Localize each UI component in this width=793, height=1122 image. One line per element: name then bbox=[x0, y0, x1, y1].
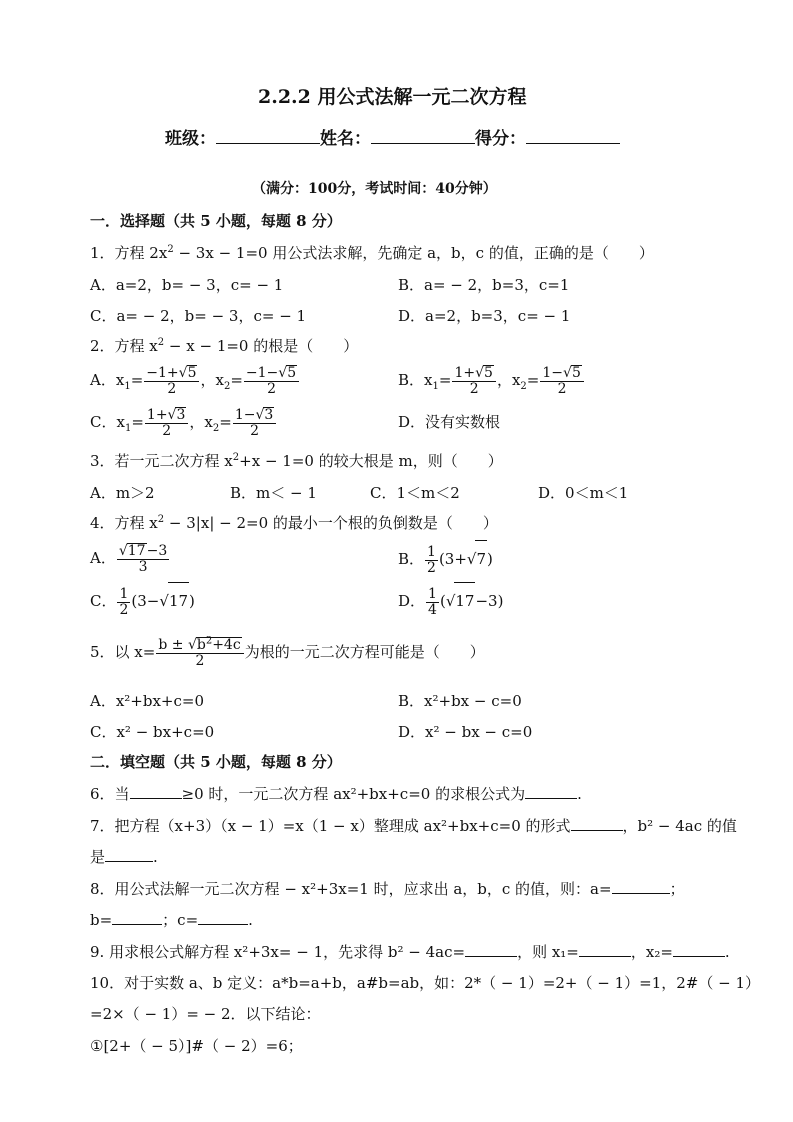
student-info bbox=[165, 130, 620, 148]
q3-option-b[interactable]: B．m＜ − 1 bbox=[230, 484, 317, 502]
question-7-cont: 是 . bbox=[90, 848, 158, 866]
section-heading-choice: 一．选择题（共 5 小题，每题 8 分） bbox=[90, 212, 342, 230]
q5-option-a[interactable]: A．x²+bx+c=0 bbox=[90, 692, 205, 710]
fraction: $\frac{1+√3}{2}$ bbox=[145, 407, 188, 439]
question-10-line2: =2×（ − 1）= − 2．以下结论： bbox=[90, 1005, 321, 1023]
answer-blank[interactable] bbox=[571, 830, 623, 831]
question-6: 6．当 ≥0 时，一元二次方程 ax²+bx+c=0 的求根公式为 . bbox=[90, 785, 582, 803]
q5-option-b[interactable]: B．x²+bx − c=0 bbox=[398, 692, 522, 710]
question-1: 1．方程 $2x^2 - 3x - 1=0$ 用公式法求解，先确定 a，b，c 的值，正确的是（ ） bbox=[90, 244, 654, 262]
class-label: 班级： bbox=[165, 129, 216, 149]
question-9: 9. 用求根公式解方程 x²+3x= − 1，先求得 b² − 4ac= ，则 x₁= ，x₂= . bbox=[90, 943, 730, 961]
fraction: $\frac{1+√5}{2}$ bbox=[452, 365, 495, 397]
q1-option-a[interactable]: A．a=2，b= − 3，c= − 1 bbox=[90, 276, 284, 294]
fraction: $\frac{1}{4}$ bbox=[428, 585, 437, 618]
q2-option-b[interactable]: B．$x_1=$ $\frac{1+√5}{2}$ ，$x_2=$ $\frac{1-√5}{2}$ bbox=[398, 362, 585, 398]
answer-blank[interactable] bbox=[112, 924, 162, 925]
answer-blank[interactable] bbox=[525, 798, 577, 799]
answer-blank[interactable] bbox=[105, 861, 153, 862]
q1-option-d[interactable]: D．a=2，b=3，c= − 1 bbox=[398, 307, 571, 325]
q1-option-b[interactable]: B．a= − 2，b=3，c=1 bbox=[398, 276, 570, 294]
fraction: $\frac{1}{2}$ bbox=[119, 585, 129, 618]
fraction: $\frac{1-√5}{2}$ bbox=[540, 365, 583, 397]
q2-option-d[interactable]: D．没有实数根 bbox=[398, 413, 501, 431]
fraction: $\frac{1-√3}{2}$ bbox=[233, 407, 276, 439]
q4-option-a[interactable]: A． $\frac{√17-3}{3}$ bbox=[90, 543, 168, 575]
question-8-cont: b= ；c= . bbox=[90, 911, 253, 929]
question-5: 5．以 x= $\frac{b \pm √b^2+4c}{2}$ 为根的一元二次方程可能是（ ） bbox=[90, 635, 485, 669]
answer-blank[interactable] bbox=[130, 798, 182, 799]
answer-blank[interactable] bbox=[465, 956, 517, 957]
exam-meta: （满分：100分，考试时间：40分钟） bbox=[252, 181, 497, 197]
name-label: 姓名： bbox=[320, 129, 371, 149]
q3-option-c[interactable]: C．1＜m＜2 bbox=[370, 484, 460, 502]
score-field[interactable] bbox=[526, 143, 620, 144]
q5-option-c[interactable]: C．x² − bx+c=0 bbox=[90, 723, 215, 741]
answer-blank[interactable] bbox=[579, 956, 631, 957]
answer-blank[interactable] bbox=[198, 924, 248, 925]
q1-option-c[interactable]: C．a= − 2，b= − 3，c= − 1 bbox=[90, 307, 307, 325]
question-2: 2．方程 $x^2 - x - 1=0$ 的根是（ ） bbox=[90, 337, 359, 355]
fraction: $\frac{√17-3}{3}$ bbox=[118, 543, 168, 575]
q4-option-c[interactable]: C． $\frac{1}{2}$ (3−√17) bbox=[90, 582, 195, 619]
name-field[interactable] bbox=[371, 143, 475, 144]
answer-blank[interactable] bbox=[612, 893, 670, 894]
q4-option-b[interactable]: B． $\frac{1}{2}$ (3+√7) bbox=[398, 540, 493, 577]
question-8: 8．用公式法解一元二次方程 − x²+3x=1 时，应求出 a，b，c 的值，则：a= ； bbox=[90, 880, 685, 898]
class-field[interactable] bbox=[216, 143, 320, 144]
question-10: 10．对于实数 a、b 定义：a*b=a+b，a#b=ab，如：2*（ − 1）=2+（ − 1）=1，2#（ − 1） bbox=[90, 974, 761, 992]
question-7: 7．把方程（x+3）（x − 1）=x（1 − x）整理成 ax²+bx+c=0 的形式 ，b² − 4ac 的值 bbox=[90, 817, 737, 835]
fraction: $\frac{-1+√5}{2}$ bbox=[144, 365, 199, 397]
q3-option-d[interactable]: D．0＜m＜1 bbox=[538, 484, 629, 502]
page-title: 2.2.2 用公式法解一元二次方程 bbox=[258, 86, 527, 108]
section-heading-fill: 二．填空题（共 5 小题，每题 8 分） bbox=[90, 753, 342, 771]
q2-option-c[interactable]: C．$x_1=$ $\frac{1+√3}{2}$ ，$x_2=$ $\frac{1-√3}{2}$ bbox=[90, 404, 277, 440]
q2-option-a[interactable]: A．$x_1=$ $\frac{-1+√5}{2}$ ，$x_2=$ $\frac{-1-√5}{2}$ bbox=[90, 362, 300, 398]
q3-option-a[interactable]: A．m＞2 bbox=[90, 484, 155, 502]
q4-option-d[interactable]: D． $\frac{1}{4}$ (√17−3) bbox=[398, 582, 503, 619]
q5-option-d[interactable]: D．x² − bx − c=0 bbox=[398, 723, 533, 741]
question-4: 4．方程 $x^2 - 3|x| - 2=0$ 的最小一个根的负倒数是（ ） bbox=[90, 514, 498, 532]
score-label: 得分： bbox=[475, 129, 526, 149]
fraction: $\frac{1}{2}$ bbox=[427, 543, 436, 576]
question-10-item-1: ①[2+（ − 5）]#（ − 2）=6； bbox=[90, 1037, 303, 1055]
answer-blank[interactable] bbox=[673, 956, 725, 957]
fraction: $\frac{b \pm √b^2+4c}{2}$ bbox=[156, 637, 243, 669]
question-3: 3．若一元二次方程 $x^2+x - 1=0$ 的较大根是 m，则（ ） bbox=[90, 452, 503, 470]
fraction: $\frac{-1-√5}{2}$ bbox=[244, 365, 299, 397]
